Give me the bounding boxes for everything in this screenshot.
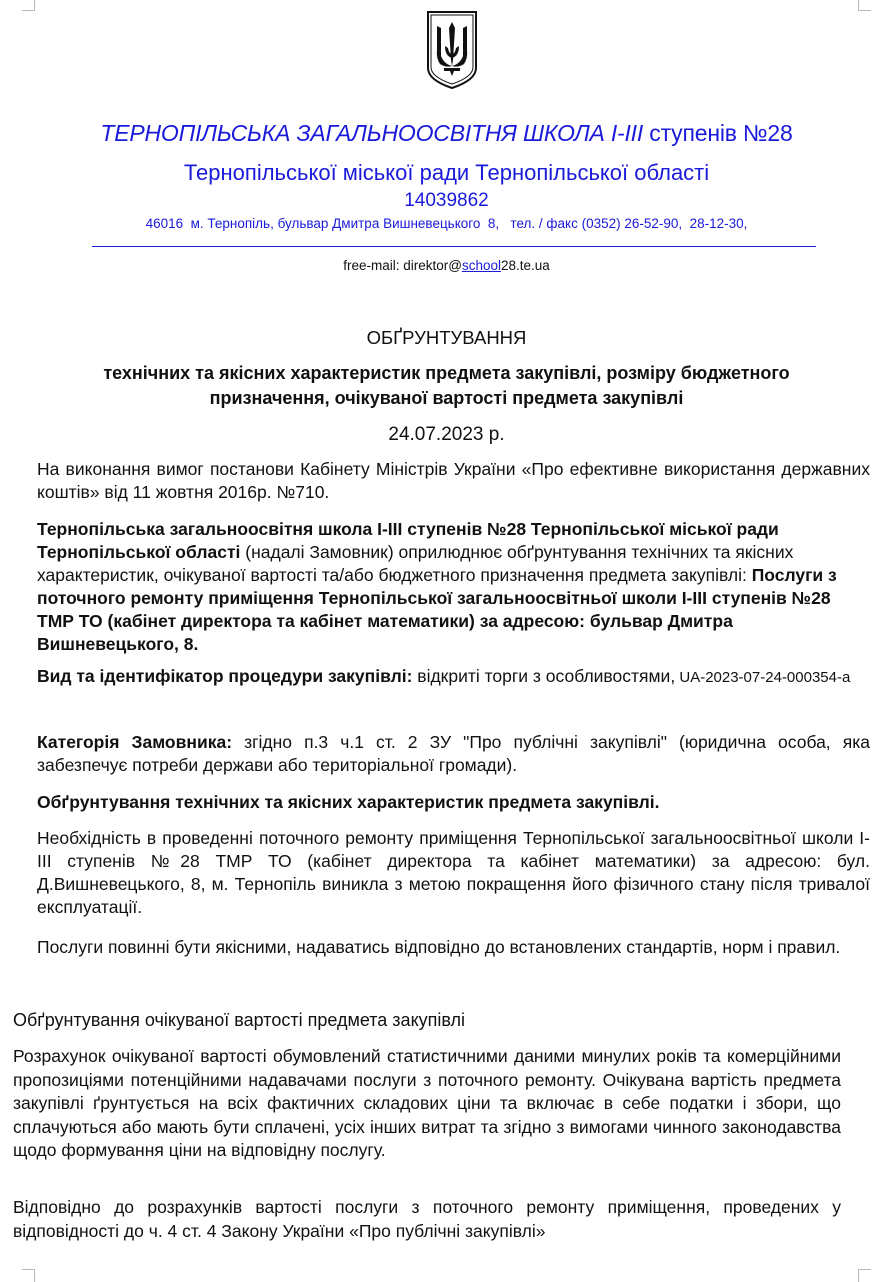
procedure-id: UA-2023-07-24-000354-a — [675, 669, 851, 686]
page-corner-mark — [22, 0, 35, 11]
school-address: 46016 м. Тернопіль, бульвар Дмитра Вишневецького 8, тел. / факс (0352) 26-52-90, 28-12-30, — [145, 216, 748, 231]
necessity-paragraph: Необхідність в проведенні поточного ремонту приміщення Тернопільської загальноосвітньої школи І-ІІІ ступенів №28 ТМР ТО (кабінет директора та кабінет математики) за адресою: бул. Д.Вишневецького, 8, м. Тернопіль виникла з метою покращення його фізичного стану після тривалої експлуатації. — [37, 828, 870, 917]
intro-paragraph: На виконання вимог постанови Кабінету Міністрів України «Про ефективне використання державних коштів» від 11 жовтня 2016р. №710. — [37, 459, 870, 502]
customer-name: Тернопільська загальноосвітня школа І-ІІІ ступенів №28 Тернопільської міської ради Тернопільської області — [37, 519, 779, 562]
trident-emblem-icon — [424, 10, 480, 90]
institution-code: 14039862 — [404, 190, 489, 211]
page-corner-mark — [858, 0, 871, 11]
page-corner-mark — [858, 1269, 871, 1282]
page-corner-mark — [22, 1269, 35, 1282]
council-name: Тернопільської міської ради Тернопільської області — [183, 160, 710, 185]
document-title: ОБҐРУНТУВАННЯ — [366, 327, 527, 348]
category-paragraph — [37, 731, 870, 777]
document-date: 24.07.2023 р. — [388, 424, 505, 445]
school-name-italic: ТЕРНОПІЛЬСЬКА ЗАГАЛЬНООСВІТНЯ ШКОЛА І-ІІІ — [100, 120, 644, 146]
procedure-type: відкриті торги з особливостями, — [412, 666, 676, 686]
school-name-rest: ступенів №28 — [649, 120, 793, 146]
cost-paragraph: Розрахунок очікуваної вартості обумовлений статистичними даними минулих років та комерційними пропозиціями потенційними надавачами послуги з поточного ремонту. Очікувана вартість предмета закупівлі ґрунтується на всіх фактичних складових ціни та включає в себе податки і збори, що сплачуються або мають бути сплачені, усіх інших витрат та згідно з вимогами чинного законодавства щодо формування ціни на відповідну послугу. — [13, 1046, 841, 1160]
cost-heading: Обґрунтування очікуваної вартості предмета закупівлі — [13, 1010, 466, 1030]
header-divider — [92, 246, 816, 247]
email-link[interactable]: school — [461, 258, 501, 273]
category-label: Категорія Замовника: — [37, 732, 233, 752]
email-suffix: 28.te.ua — [500, 258, 550, 273]
document-subtitle: технічних та якісних характеристик предмета закупівлі, розміру бюджетного призначення, очікуваної вартості предмета закупівлі — [103, 363, 790, 408]
calculation-paragraph: Відповідно до розрахунків вартості послуги з поточного ремонту приміщення, проведених у відповідності до ч. 4 ст. 4 Закону України «Про публічні закупівлі» — [13, 1197, 841, 1241]
email-prefix: free-mail: direktor@ — [343, 258, 462, 273]
procedure-label: Вид та ідентифікатор процедури закупівлі: — [37, 666, 413, 686]
technical-heading — [37, 791, 870, 814]
quality-paragraph: Послуги повинні бути якісними, надаватись відповідно до встановлених стандартів, норм і правил. — [37, 937, 841, 957]
school-name — [0, 120, 893, 147]
customer-text: (надалі Замовник) оприлюднює обґрунтування технічних та якісних характеристик, очікуваної вартості та/або бюджетного призначення предмета закупівлі: — [37, 542, 794, 585]
category-text: згідно п.3 ч.1 ст. 2 ЗУ "Про публічні закупівлі" (юридична особа, яка забезпечує потреби держави або територіальної громади). — [37, 732, 870, 775]
procurement-subject: Послуги з поточного ремонту приміщення Тернопільської загальноосвітньої школи І-ІІІ ступенів №28 ТМР ТО (кабінет директора та кабінет математики) за адресою: бульвар Дмитра Вишневецького, 8. — [37, 565, 837, 654]
email-line — [0, 258, 893, 273]
customer-paragraph — [37, 518, 870, 656]
procedure-paragraph — [37, 665, 870, 689]
technical-heading-text: Обґрунтування технічних та якісних характеристик предмета закупівлі. — [37, 792, 660, 812]
